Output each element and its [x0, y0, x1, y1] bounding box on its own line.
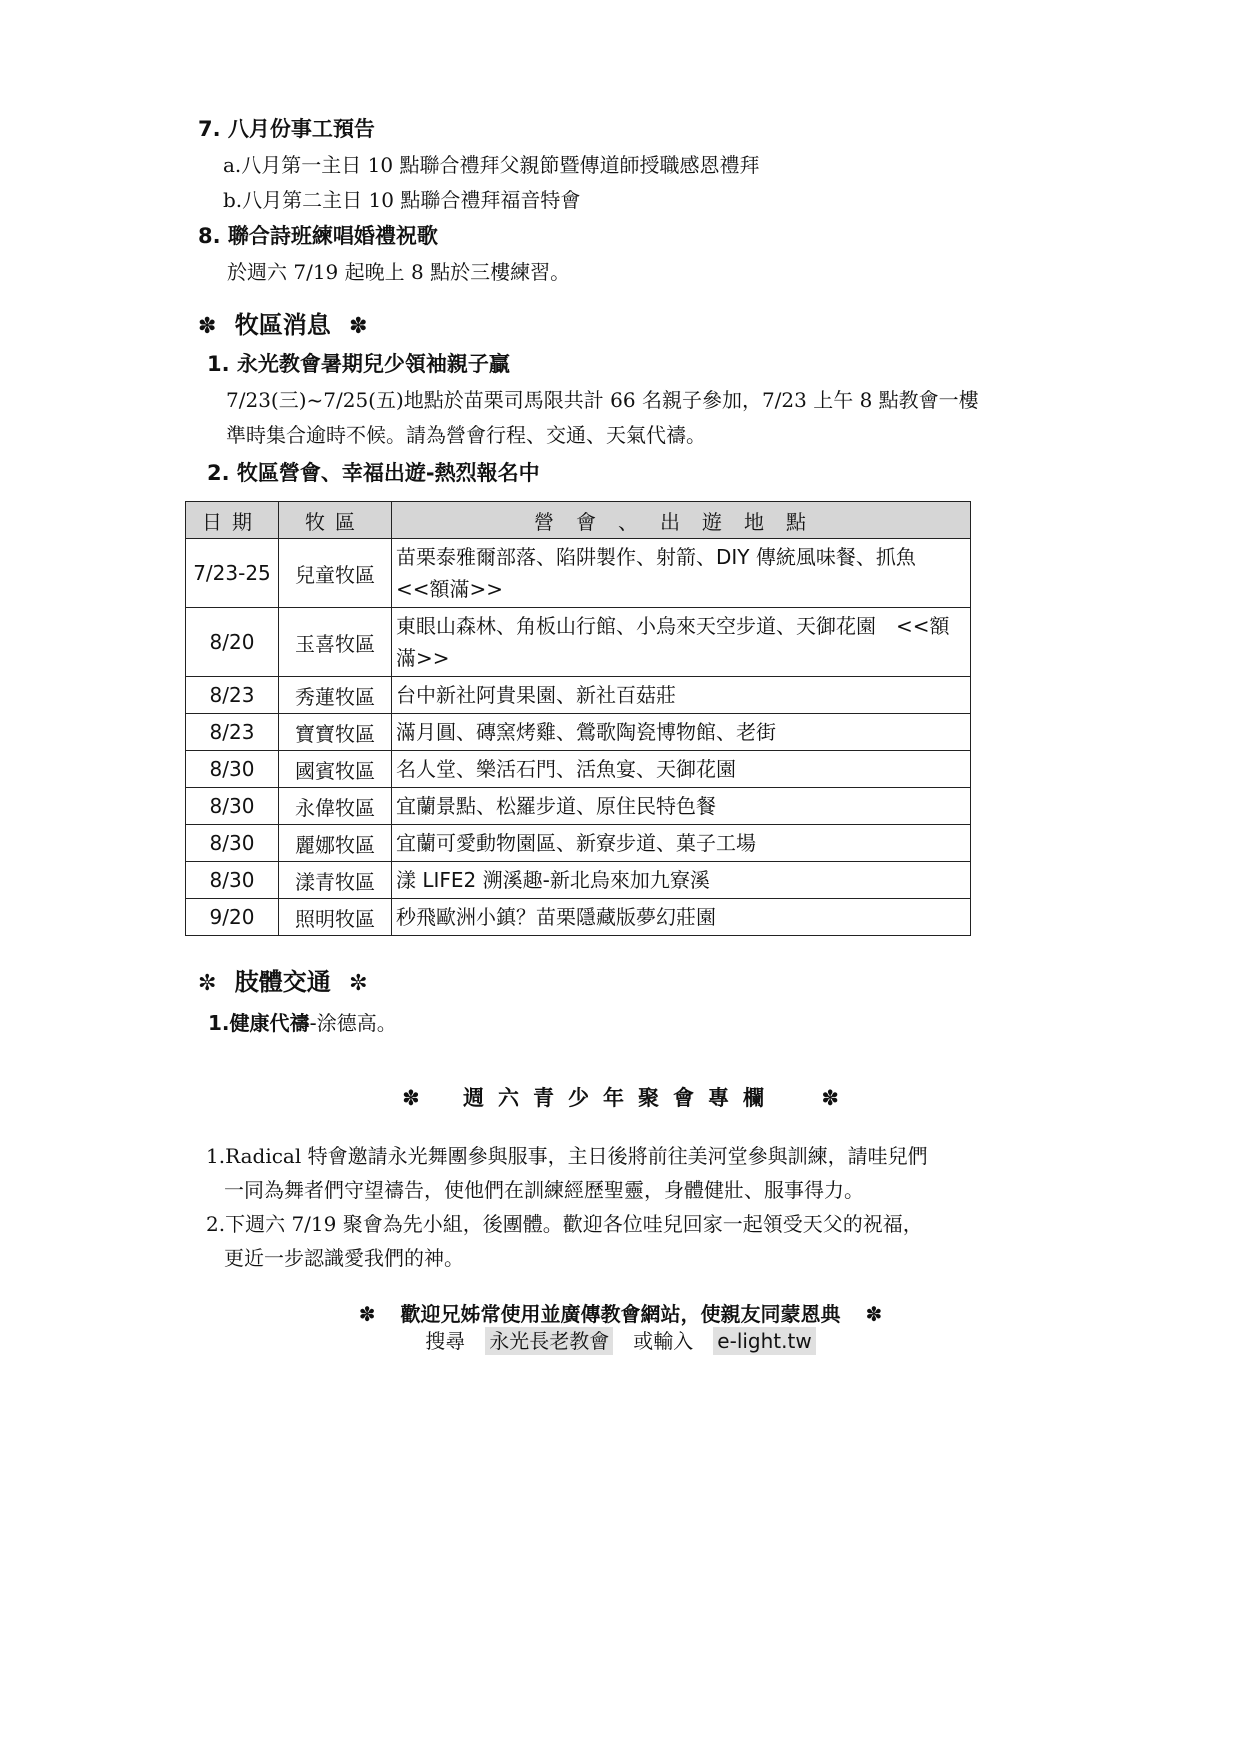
- row-district: 永偉牧區: [279, 788, 392, 825]
- row-date: 8/23: [186, 677, 279, 714]
- footer-slogan-line: [0, 1298, 1241, 1327]
- row-date: 8/30: [186, 788, 279, 825]
- table-row: [186, 862, 971, 899]
- row-place: 東眼山森林、角板山行館、小烏來天空步道、天御花園 <<額滿>>: [392, 608, 971, 677]
- row-place: 宜蘭景點、松羅步道、原住民特色餐: [392, 788, 971, 825]
- health-prayer-label: 1.健康代禱: [208, 1011, 310, 1035]
- row-place: 秒飛歐洲小鎮？苗栗隱藏版夢幻莊園: [392, 899, 971, 936]
- flower-icon: ✽: [865, 1302, 883, 1326]
- health-prayer-text: -涂德高。: [309, 1011, 397, 1035]
- row-place: 滿月圓、磚窯烤雞、鶯歌陶瓷博物館、老街: [392, 714, 971, 751]
- flower-icon: ✽: [358, 1302, 376, 1326]
- district-section-heading: [198, 305, 368, 340]
- district-item1-line2: 準時集合逾時不候。請為營會行程、交通、天氣代禱。: [226, 423, 706, 447]
- footer-slogan: 歡迎兄姊常使用並廣傳教會網站，使親友同蒙恩典: [400, 1302, 841, 1326]
- youth-item2-line2: 更近一步認識愛我們的神。: [224, 1246, 464, 1270]
- row-district: 寶寶牧區: [279, 714, 392, 751]
- row-place: 台中新社阿貴果園、新社百菇莊: [392, 677, 971, 714]
- flower-icon: ✽: [402, 1086, 420, 1110]
- table-header-row: [186, 502, 971, 539]
- row-district: 國賓牧區: [279, 751, 392, 788]
- body-section-heading: [198, 962, 368, 997]
- item7-title: 7. 八月份事工預告: [198, 117, 375, 141]
- table-row: [186, 825, 971, 862]
- district-section-title: 牧區消息: [234, 311, 331, 339]
- youth-item1-line2: 一同為舞者們守望禱告，使他們在訓練經歷聖靈，身體健壯、服事得力。: [224, 1178, 864, 1202]
- health-prayer-line: [208, 1007, 397, 1036]
- item7-line-b: b.八月第二主日 10 點聯合禮拜福音特會: [223, 188, 581, 212]
- row-date: 8/30: [186, 862, 279, 899]
- row-district: 照明牧區: [279, 899, 392, 936]
- item8-title: 8. 聯合詩班練唱婚禮祝歌: [198, 224, 438, 248]
- flower-icon: ✼: [198, 971, 217, 996]
- row-date: 9/20: [186, 899, 279, 936]
- footer-search-line: [0, 1325, 1241, 1354]
- row-district: 兒童牧區: [279, 539, 392, 608]
- district-item1-title: 1. 永光教會暑期兒少領袖親子贏: [207, 352, 510, 376]
- row-date: 8/20: [186, 608, 279, 677]
- youth-section-title: 週六青少年聚會專欄: [463, 1086, 778, 1110]
- row-district: 麗娜牧區: [279, 825, 392, 862]
- header-district: 牧區: [279, 502, 392, 539]
- row-district: 玉喜牧區: [279, 608, 392, 677]
- row-date: 8/23: [186, 714, 279, 751]
- table-row: [186, 899, 971, 936]
- header-date: 日期: [186, 502, 279, 539]
- row-date: 8/30: [186, 751, 279, 788]
- search-label: 搜尋: [425, 1329, 466, 1353]
- row-place: 苗栗泰雅爾部落、陷阱製作、射箭、DIY 傳統風味餐、抓魚 <<額滿>>: [392, 539, 971, 608]
- row-date: 7/23-25: [186, 539, 279, 608]
- youth-section-heading: [0, 1082, 1241, 1112]
- row-date: 8/30: [186, 825, 279, 862]
- row-place: 名人堂、樂活石門、活魚宴、天御花園: [392, 751, 971, 788]
- flower-icon: ✼: [349, 971, 368, 996]
- table-row: [186, 677, 971, 714]
- row-place: 宜蘭可愛動物園區、新寮步道、菓子工場: [392, 825, 971, 862]
- youth-item1-line1: 1.Radical 特會邀請永光舞團參與服事，主日後將前往美河堂參與訓練，請哇兒們: [206, 1144, 928, 1168]
- row-district: 漾青牧區: [279, 862, 392, 899]
- district-item1-line1: 7/23(三)~7/25(五)地點於苗栗司馬限共計 66 名親子參加，7/23 上午 8 點教會一樓: [226, 388, 979, 412]
- header-location: 營會、出遊地點: [392, 502, 971, 539]
- item7-line-a: a.八月第一主日 10 點聯合禮拜父親節暨傳道師授職感恩禮拜: [223, 153, 760, 177]
- events-table: [185, 501, 971, 936]
- row-district: 秀蓮牧區: [279, 677, 392, 714]
- flower-icon: ✽: [821, 1086, 839, 1110]
- table-row: [186, 788, 971, 825]
- website-url: e-light.tw: [713, 1327, 815, 1355]
- table-row: [186, 608, 971, 677]
- row-place: 漾 LIFE2 溯溪趣-新北烏來加九寮溪: [392, 862, 971, 899]
- flower-icon: ✽: [198, 314, 217, 339]
- flower-icon: ✽: [349, 314, 368, 339]
- district-item2-title: 2. 牧區營會、幸福出遊-熱烈報名中: [207, 461, 540, 485]
- table-row: [186, 539, 971, 608]
- body-section-title: 肢體交通: [234, 968, 331, 996]
- youth-item2-line1: 2.下週六 7/19 聚會為先小組，後團體。歡迎各位哇兒回家一起領受天父的祝福，: [206, 1212, 923, 1236]
- table-row: [186, 751, 971, 788]
- or-label: 或輸入: [633, 1329, 694, 1353]
- item8-text: 於週六 7/19 起晚上 8 點於三樓練習。: [227, 260, 571, 284]
- search-term: 永光長老教會: [485, 1327, 613, 1355]
- table-row: [186, 714, 971, 751]
